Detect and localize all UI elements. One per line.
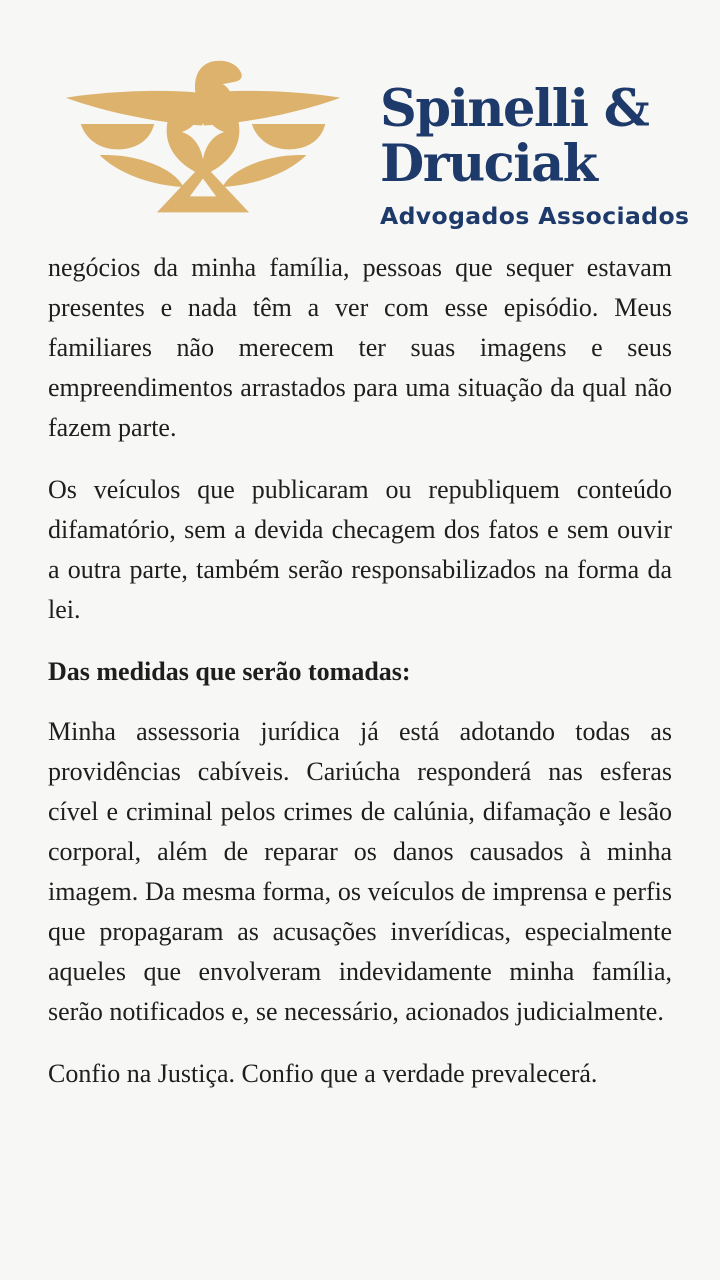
statement-paragraph-3: Minha assessoria jurídica já está adotando todas as providências cabíveis. Cariúcha responderá nas esferas cível e criminal pelos crimes de calúnia, difamação e lesão corporal, além de reparar os danos causados à minha imagem. Da mesma forma, os veículos de imprensa e perfis que propagaram as acusações inverídicas, especialmente aqueles que envolveram indevidamente minha família, serão notificados e, se necessário, acionados judicialmente. xyxy=(48,717,672,1026)
brand-header xyxy=(62,50,720,246)
brand-text-block xyxy=(380,66,689,230)
statement-paragraph-2: Os veículos que publicaram ou republiquem conteúdo difamatório, sem a devida checagem dos fatos e sem ouvir a outra parte, também serão responsabilizados na forma da lei. xyxy=(48,475,672,624)
brand-name xyxy=(380,79,689,194)
brand-name-line2: Druciak xyxy=(380,134,597,194)
brand-name-line1: Spinelli & xyxy=(380,79,649,139)
statement-body xyxy=(0,246,720,1094)
statement-paragraph-4: Confio na Justiça. Confio que a verdade prevalecerá. xyxy=(48,1059,598,1088)
section-heading: Das medidas que serão tomadas: xyxy=(48,657,411,686)
brand-tagline: Advogados Associados xyxy=(380,202,690,230)
eagle-scales-logo-icon xyxy=(62,50,344,246)
statement-paragraph-1: negócios da minha família, pessoas que sequer estavam presentes e nada têm a ver com esse episódio. Meus familiares não merecem ter suas imagens e seus empreendimentos arrastados para uma situação da qual não fazem parte. xyxy=(48,253,672,442)
